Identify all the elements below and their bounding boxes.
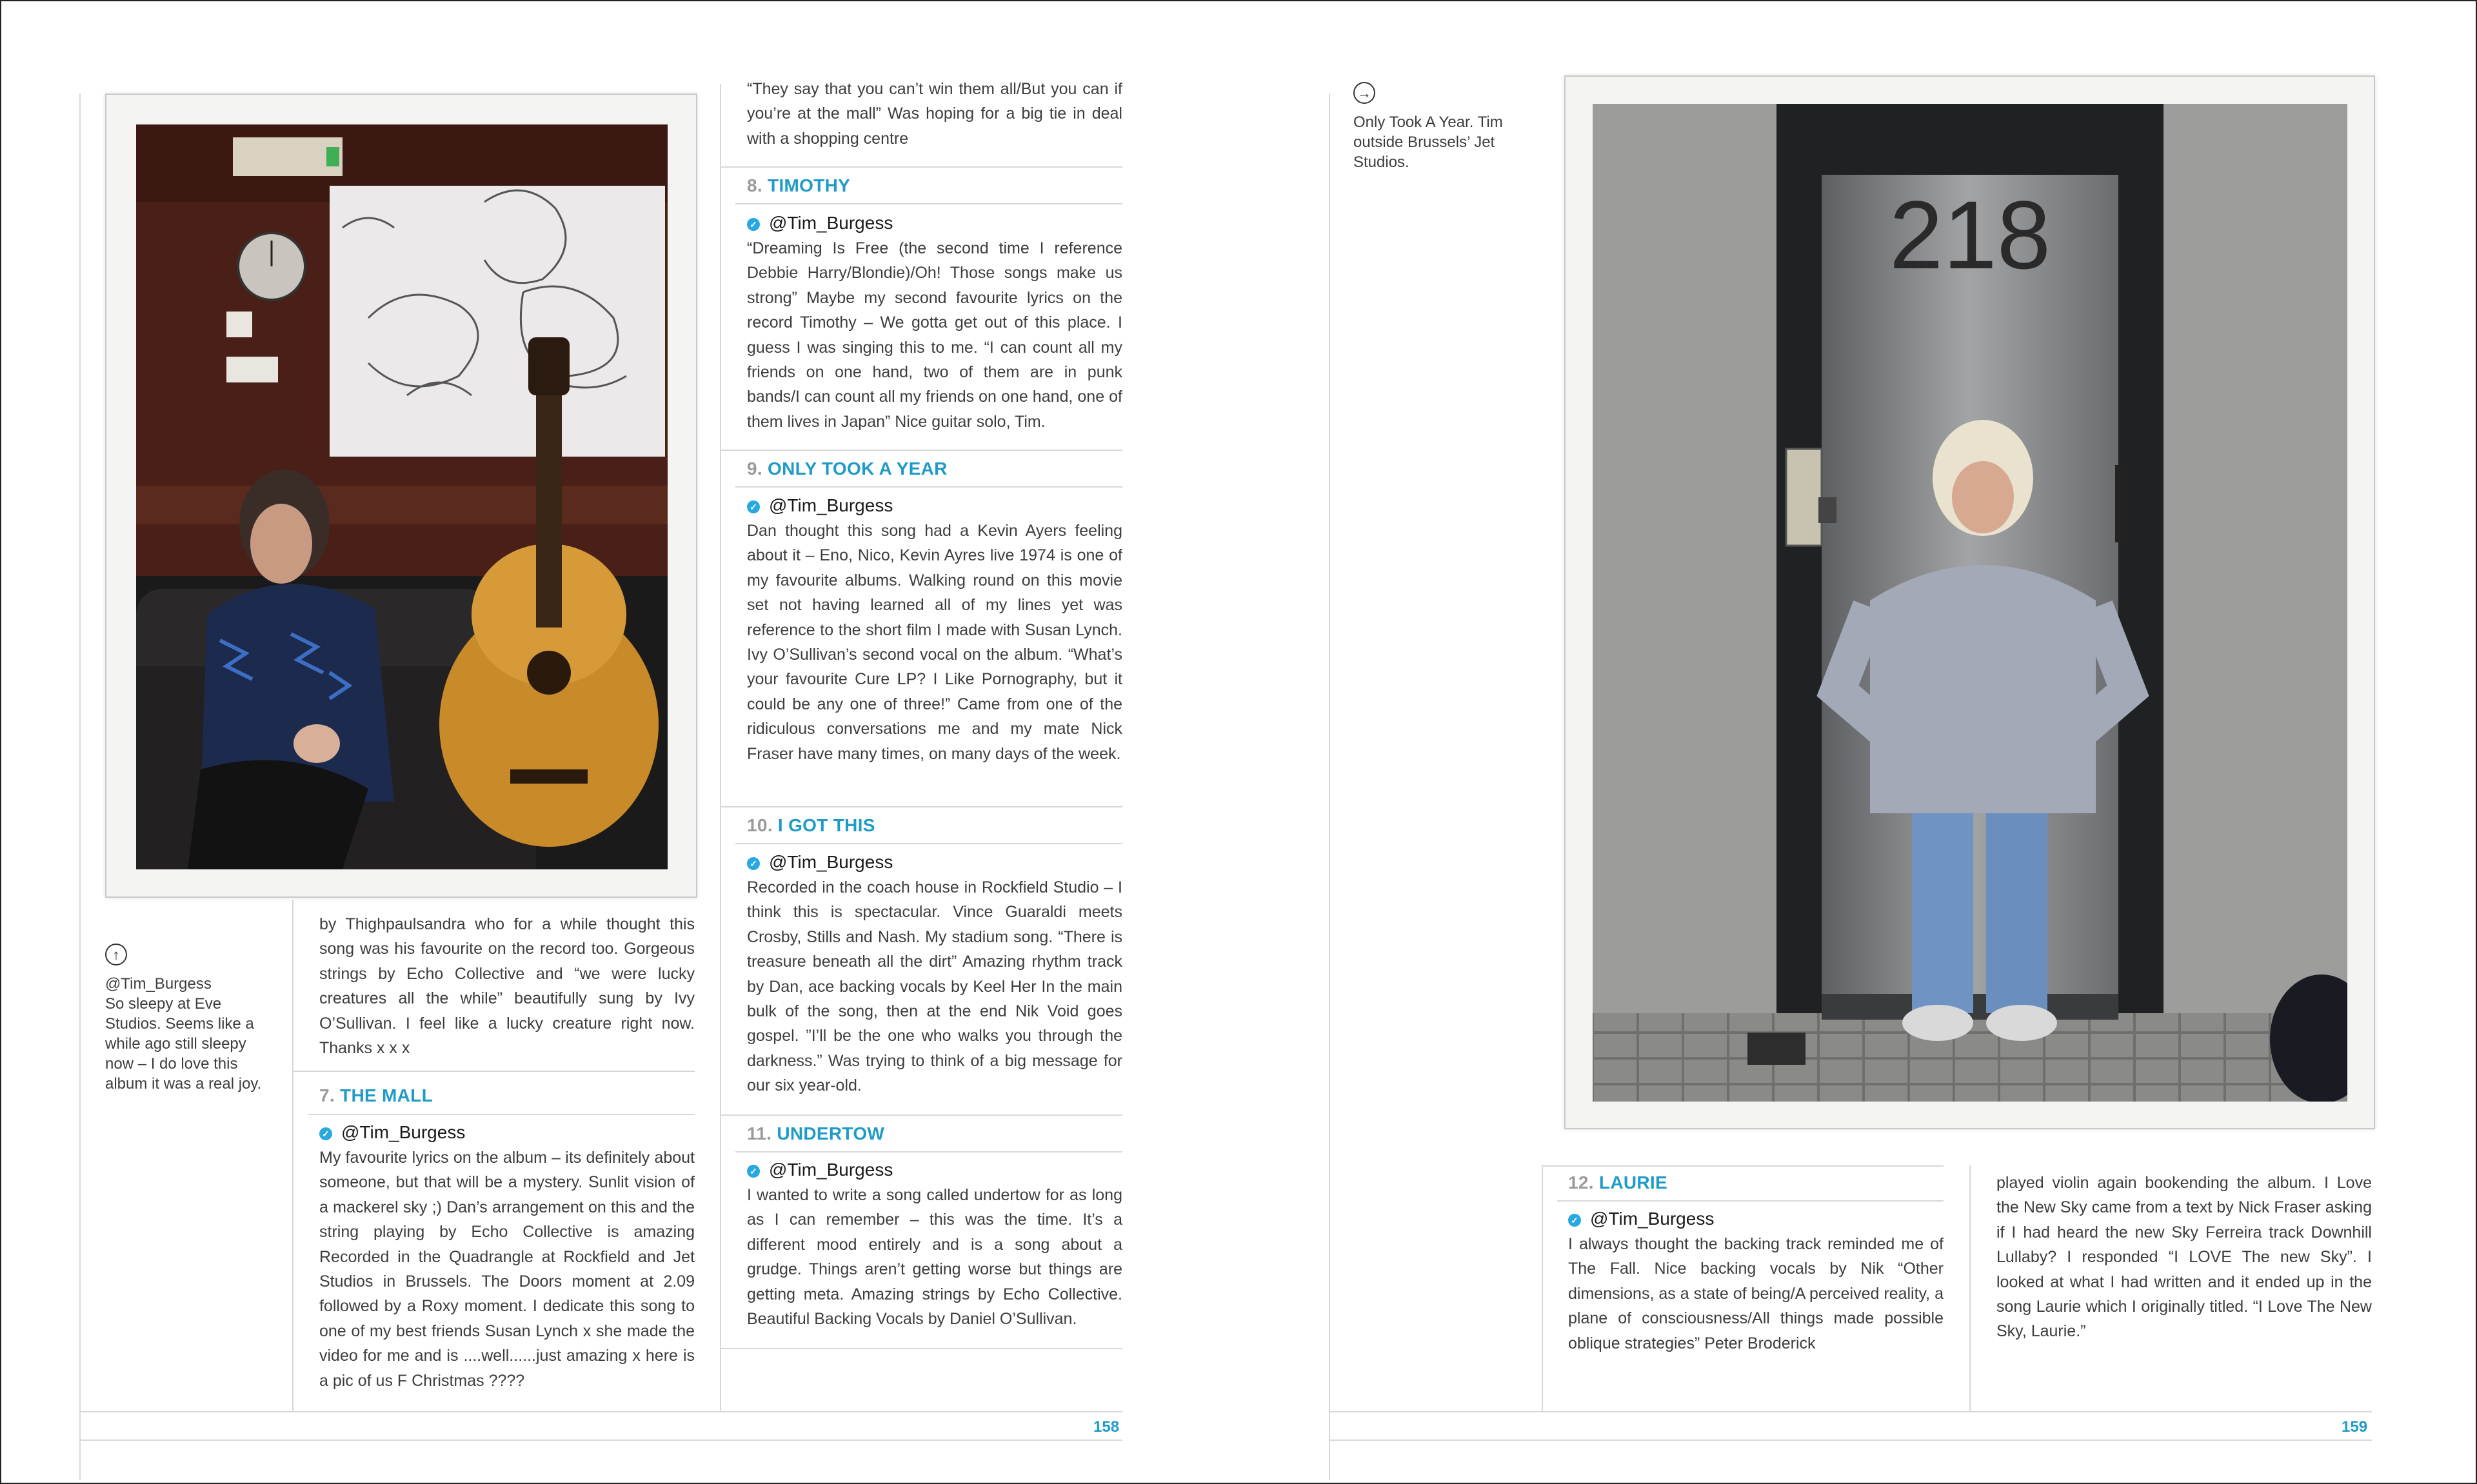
track-12-head-rule <box>1557 1200 1944 1202</box>
track-title: THE MALL <box>340 1085 433 1105</box>
track-number: 11. <box>747 1123 772 1143</box>
intro-continuation <box>319 912 695 1060</box>
track-7-heading <box>319 1084 433 1107</box>
footer-rule-top <box>79 1411 1122 1412</box>
track-12-handle <box>1568 1208 1714 1230</box>
track-12-text: I always thought the backing track reminded me of The Fall. Nice backing vocals by Nik “Other dimensions, as a state of being/A perceived reality, a plane of consciousness/All things made possible oblique strategies” Peter Broderick <box>1568 1235 1944 1352</box>
track-12-heading <box>1568 1171 1667 1194</box>
track-number: 7. <box>319 1085 335 1105</box>
track-10-tab-rule <box>720 806 1122 807</box>
verified-badge-icon: ✓ <box>747 500 760 513</box>
right-continuation-text: played violin again bookending the album. I Love the New Sky came from a text by Nick Fraser asking if I had heard the new Sky Ferreira track Downhill Lullaby? I responded “I LOVE The new Sky”. I looked at what I had written and it ended up in the song Laurie which I originally titled. “I Love The New Sky, Laurie.” <box>1996 1174 2372 1341</box>
handle-text: @Tim_Burgess <box>769 1160 893 1180</box>
left-photo-caption <box>105 974 274 1094</box>
verified-badge-icon: ✓ <box>747 857 760 870</box>
verified-badge-icon: ✓ <box>1568 1214 1581 1227</box>
page-number-right: 159 <box>2342 1418 2368 1436</box>
track-10-heading <box>747 814 875 837</box>
track-12-left-rule <box>1542 1165 1543 1412</box>
footer-rule-bottom <box>79 1439 1122 1441</box>
track-8-handle <box>747 212 893 234</box>
column2-end-rule <box>720 1348 1122 1349</box>
footer-rule-top-right <box>1329 1411 2372 1412</box>
track-9-heading <box>747 457 948 480</box>
track-11-handle <box>747 1159 893 1181</box>
track-title: LAURIE <box>1598 1172 1667 1192</box>
track-number: 10. <box>747 815 773 835</box>
door-photo <box>1564 75 2375 1129</box>
track-8-head-rule <box>735 203 1122 204</box>
track-7-handle <box>319 1122 465 1143</box>
track-8-tab-rule <box>720 166 1122 168</box>
track-10-handle <box>747 851 893 873</box>
track-10-text: Recorded in the coach house in Rockfield Studio – I think this is spectacular. Vince Guaraldi meets Crosby, Stills and Nash. My stadium song. “There is treasure beneath all the dirt” Amazing rhythm track by Dan, ace backing vocals by Keel Her In the main bulk of the song, then at the end Nik Void goes gospel. ”I’ll be the one who walks you through the darkness.” Was trying to think of a big message for our six year-old. <box>747 878 1122 1095</box>
page-number-left: 158 <box>1093 1418 1120 1436</box>
track-title: UNDERTOW <box>777 1123 885 1143</box>
track-7-text: My favourite lyrics on the album – its definitely about someone, but that will be a mystery. Sunlit vision of a mackerel sky ;) Dan’s arrangement on this and the string playing by Echo Collective is amazing Recorded in the Quadrangle at Rockfield and Jet Studios in Brussels. The Doors moment at 2.09 followed by a Roxy moment. I dedicate this song to one of my best friends Susan Lynch x she made the video for me and is ....well......just amazing x here is a pic of us F Christmas ???? <box>319 1149 695 1390</box>
verified-badge-icon: ✓ <box>747 218 760 231</box>
door-number: 218 <box>1889 181 2051 289</box>
track-9-text: Dan thought this song had a Kevin Ayers feeling about it – Eno, Nico, Kevin Ayres live 1974 is one of my favourite albums. Walking round on this movie set not having learned all of my lines yet was reference to the short film I made with Susan Lynch. Ivy O’Sullivan’s second vocal on the album. “What’s your favourite Cure LP? I Like Pornography, but it could be any one of three!” Came from one of the ridiculous conversations me and my mate Nick Fraser have many times, on many days of the week. <box>747 522 1122 763</box>
caption-handle: @Tim_Burgess <box>105 975 212 993</box>
track-11-text: I wanted to write a song called undertow for as long as I can remember – this was the time. It’s a different mood entirely and is a song about a grudge. Things aren’t getting worse but things are getting meta. Amazing strings by Echo Collective. Beautiful Backing Vocals by Daniel O’Sullivan. <box>747 1186 1122 1329</box>
verified-badge-icon: ✓ <box>319 1127 332 1140</box>
track-9-body <box>747 519 1122 766</box>
track-7-head-rule <box>308 1114 695 1115</box>
track-9-tab-rule <box>720 450 1122 451</box>
handle-text: @Tim_Burgess <box>341 1122 466 1142</box>
track-9-head-rule <box>735 486 1122 488</box>
arrow-right-circle-icon: → <box>1353 82 1375 104</box>
track-8-body <box>747 236 1122 434</box>
spine-rule <box>1329 94 1330 1480</box>
track-10-head-rule <box>735 843 1122 844</box>
track-11-tab-rule <box>720 1114 1122 1116</box>
intro-continuation-text: by Thighpaulsandra who for a while thought this song was his favourite on the record too. Gorgeous strings by Echo Collective and “we were lucky creatures all the while” beautifully sung by Ivy O’Sullivan. I feel like a lucky creature right now. Thanks x x x <box>319 915 695 1058</box>
handle-text: @Tim_Burgess <box>1590 1209 1715 1229</box>
track-12-column-rule <box>1969 1165 1971 1412</box>
track-7-body <box>319 1145 695 1393</box>
left-margin-rule <box>79 94 81 1480</box>
column-rule <box>720 84 721 1412</box>
footer-rule-bottom-right <box>1329 1439 2372 1441</box>
caption-column-rule <box>292 900 293 1412</box>
handle-text: @Tim_Burgess <box>769 852 893 872</box>
track-title: ONLY TOOK A YEAR <box>768 459 948 479</box>
track-11-heading <box>747 1122 884 1145</box>
column2-lead-text: “They say that you can’t win them all/But you can if you’re at the mall” Was hoping for a big tie in deal with a shopping centre <box>747 80 1122 148</box>
handle-text: @Tim_Burgess <box>769 213 893 233</box>
track-title: TIMOTHY <box>768 175 851 195</box>
door-photo-image <box>1593 104 2347 1102</box>
track-number: 9. <box>747 459 762 479</box>
right-photo-caption <box>1353 112 1521 172</box>
track-12-body <box>1568 1232 1944 1356</box>
track-number: 12. <box>1568 1172 1594 1192</box>
arrow-up-circle-icon: ↑ <box>105 944 127 965</box>
track-7-tab-rule <box>292 1071 695 1072</box>
track-11-head-rule <box>735 1151 1122 1153</box>
caption-text: So sleepy at Eve Studios. Seems like a while ago still sleepy now – I do love this album it was a real joy. <box>105 995 262 1093</box>
studio-photo <box>105 94 697 898</box>
track-8-text: “Dreaming Is Free (the second time I reference Debbie Harry/Blondie)/Oh! Those songs make us strong” Maybe my second favourite lyrics on the record Timothy – We gotta get out of this place. I guess I was singing this to me. “I can count all my friends on one hand, two of them are in punk bands/I can count all my friends on one hand, one of them lives in Japan” Nice guitar solo, Tim. <box>747 239 1122 431</box>
column2-lead <box>747 77 1122 151</box>
track-title: I GOT THIS <box>777 815 875 835</box>
right-continuation <box>1996 1171 2372 1344</box>
right-caption-text: Only Took A Year. Tim outside Brussels’ Jet Studios. <box>1353 114 1503 171</box>
track-8-heading <box>747 174 850 197</box>
handle-text: @Tim_Burgess <box>769 495 893 515</box>
track-10-body <box>747 875 1122 1098</box>
studio-photo-image <box>136 124 668 869</box>
track-12-tab-rule <box>1542 1165 1944 1167</box>
track-11-body <box>747 1183 1122 1331</box>
verified-badge-icon: ✓ <box>747 1165 760 1178</box>
track-9-handle <box>747 495 893 517</box>
track-number: 8. <box>747 175 762 195</box>
